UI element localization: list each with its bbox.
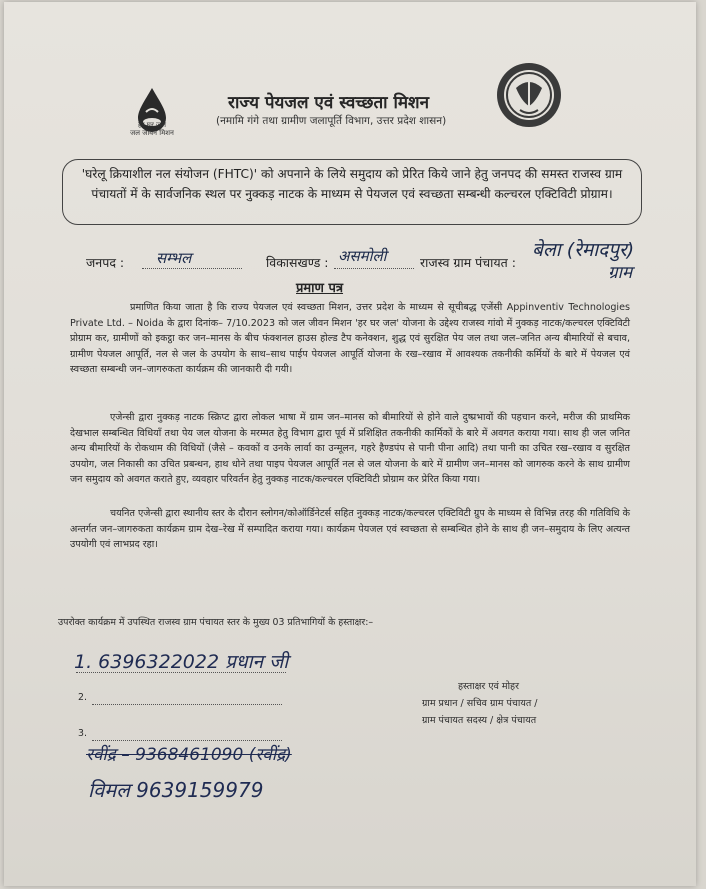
paragraph-2: एजेन्सी द्वारा नुक्कड़ नाटक स्क्रिप्ट द्वारा लोकल भाषा में ग्राम जन–मानस को बीमारियों से होने वाले दुष्प्रभावों की पहचान करने, मरीज की प्राथमिक देखभाल सम्बन्धित विधियाँ तथा पेय जल योजना के मरम्मत हेतु विभाग द्वारा पूर्व में प्रशिक्षित तकनीकी कार्मिकों के बारे में अवगत कराया गया। साथ ही जल जनित अन्य बीमारियों के रोकथाम की विधियों (जैसे – कवकों व उनके लार्वा का उन्मूलन, गहरे हैण्डपंप से पानी पीना आदि) तथा पानी का उचित रख–रखाव व सुरक्षित उपयोग, जल निकासी का उचित प्रबन्धन, हाथ धोने तथा पाइप पेयजल आपूर्ति नल से जल योजना के बारे में ग्रामीण जन–मानस को जागरुक करने के साथ ग्रामीण जन समुदाय को अवगत कराते हुए, व्यवहार परिवर्तन हेतु नुक्कड़ नाटक/कल्चरल एक्टिविटी प्रोग्राम कर प्रेरित किया गया। (70, 412, 630, 485)
page-subtitle: (नमामि गंगे तथा ग्रामीण जलापूर्ति विभाग, उत्तर प्रदेश शासन) (216, 115, 447, 127)
village-value: बेला (रेमादपुर) (532, 239, 635, 261)
program-description-box: 'घरेलू क्रियाशील नल संयोजन (FHTC)' को अपनाने के लिये समुदाय को प्रेरित किये जाने हेतु जनपद की समस्त राजस्व ग्राम पंचायतों में के सार्वजनिक स्थल पर नुक्कड़ नाटक के माध्यम से पेयजल एवं स्वच्छता सम्बन्धी कल्चरल एक्टिविटी प्रोग्राम। (62, 159, 642, 225)
signature-role-1: ग्राम प्रधान / सचिव ग्राम पंचायत / (422, 698, 538, 709)
entry-2-line (92, 704, 282, 705)
paragraph-1: प्रमाणित किया जाता है कि राज्य पेयजल एवं स्वच्छता मिशन, उत्तर प्रदेश के माध्यम से सूचीबद्ध एजेंसी Appinventiv Technologies Private Ltd. – Noida के द्वारा दिनांक– 7/10.2023 को जल जीवन मिशन 'हर घर जल' योजना के उद्देश्य राजस्व गांवो में नुक्कड़ नाटक/कल्चरल एक्टिविटी प्रोग्राम कर, ग्रामीणों को इकट्ठा कर जन–मानस के बीच फंक्शनल हाउस होल्ड टैप कनेक्शन, शुद्ध एवं सुरक्षित पेय जल तथा जल–जनित अन्य बीमारियों से बचाव, ग्रामीण पेयजल आपूर्ति, नल से जल के उपयोग के साथ–साथ पाईप पेयजल आपूर्ति योजना के रख–रखाव में आवश्यक तकनीकी कर्मियों के बारे में पेयजल एवं स्वच्छता सम्बन्धी जन–जागरुकता कार्यक्रम की जानकारी दी गयी। (70, 302, 630, 375)
certificate-title: प्रमाण पत्र (296, 281, 344, 296)
participants-intro: उपरोक्त कार्यक्रम में उपस्थित राजस्व ग्राम पंचायत स्तर के मुख्य 03 प्रतिभागियों के हस्ताक्षर:– (58, 617, 374, 628)
signature-block (422, 678, 538, 729)
block-label: विकासखण्ड : (266, 255, 329, 270)
district-underline (142, 268, 242, 269)
handwritten-entry-ravindra: रवींद्र – 9368461090 (रवींद्र) (86, 745, 292, 765)
document-page (4, 2, 696, 886)
block-underline (334, 268, 414, 269)
participant-entry-3: 3. (78, 728, 87, 739)
district-value: सम्भल (156, 249, 192, 267)
district-label: जनपद : (86, 255, 125, 270)
block-value: असमोली (338, 247, 387, 265)
entry-1-line (76, 672, 286, 673)
village-label: राजस्व ग्राम पंचायत : (420, 255, 516, 270)
page-title: राज्य पेयजल एवं स्वच्छता मिशन (228, 93, 430, 113)
left-logo-caption: हर घर जल जल जीवन मिशन (130, 121, 174, 137)
participant-entry-2: 2. (78, 692, 87, 703)
signature-label: हस्ताक्षर एवं मोहर (458, 681, 519, 692)
paragraph-3: चयनित एजेन्सी द्वारा स्थानीय स्तर के दौरान स्लोगन/कोऑर्डिनेटर्स सहित नुक्कड़ नाटक/कल्चरल एक्टिविटी ग्रुप के माध्यम से विभिन्न तरह की गतिविधि के अन्तर्गत जन–जागरुकता कार्यक्रम ग्राम देख–रेख में सम्पादित कराया गया। कार्यक्रम पेयजल एवं स्वच्छता से सम्बन्धित होने के साथ ही जन–समुदाय के लिए अत्यन्त उपयोगी एवं लाभप्रद रहा। (70, 508, 630, 550)
entry-3-line (92, 740, 282, 741)
state-emblem-icon (494, 60, 564, 130)
handwritten-entry-vimal: विमल 9639159979 (88, 778, 264, 802)
signature-role-2: ग्राम पंचायत सदस्य / क्षेत्र पंचायत (422, 715, 537, 726)
village-suffix: ग्राम (608, 263, 633, 283)
participant-entry-1: 1. 6396322022 प्रधान जी (74, 651, 289, 673)
